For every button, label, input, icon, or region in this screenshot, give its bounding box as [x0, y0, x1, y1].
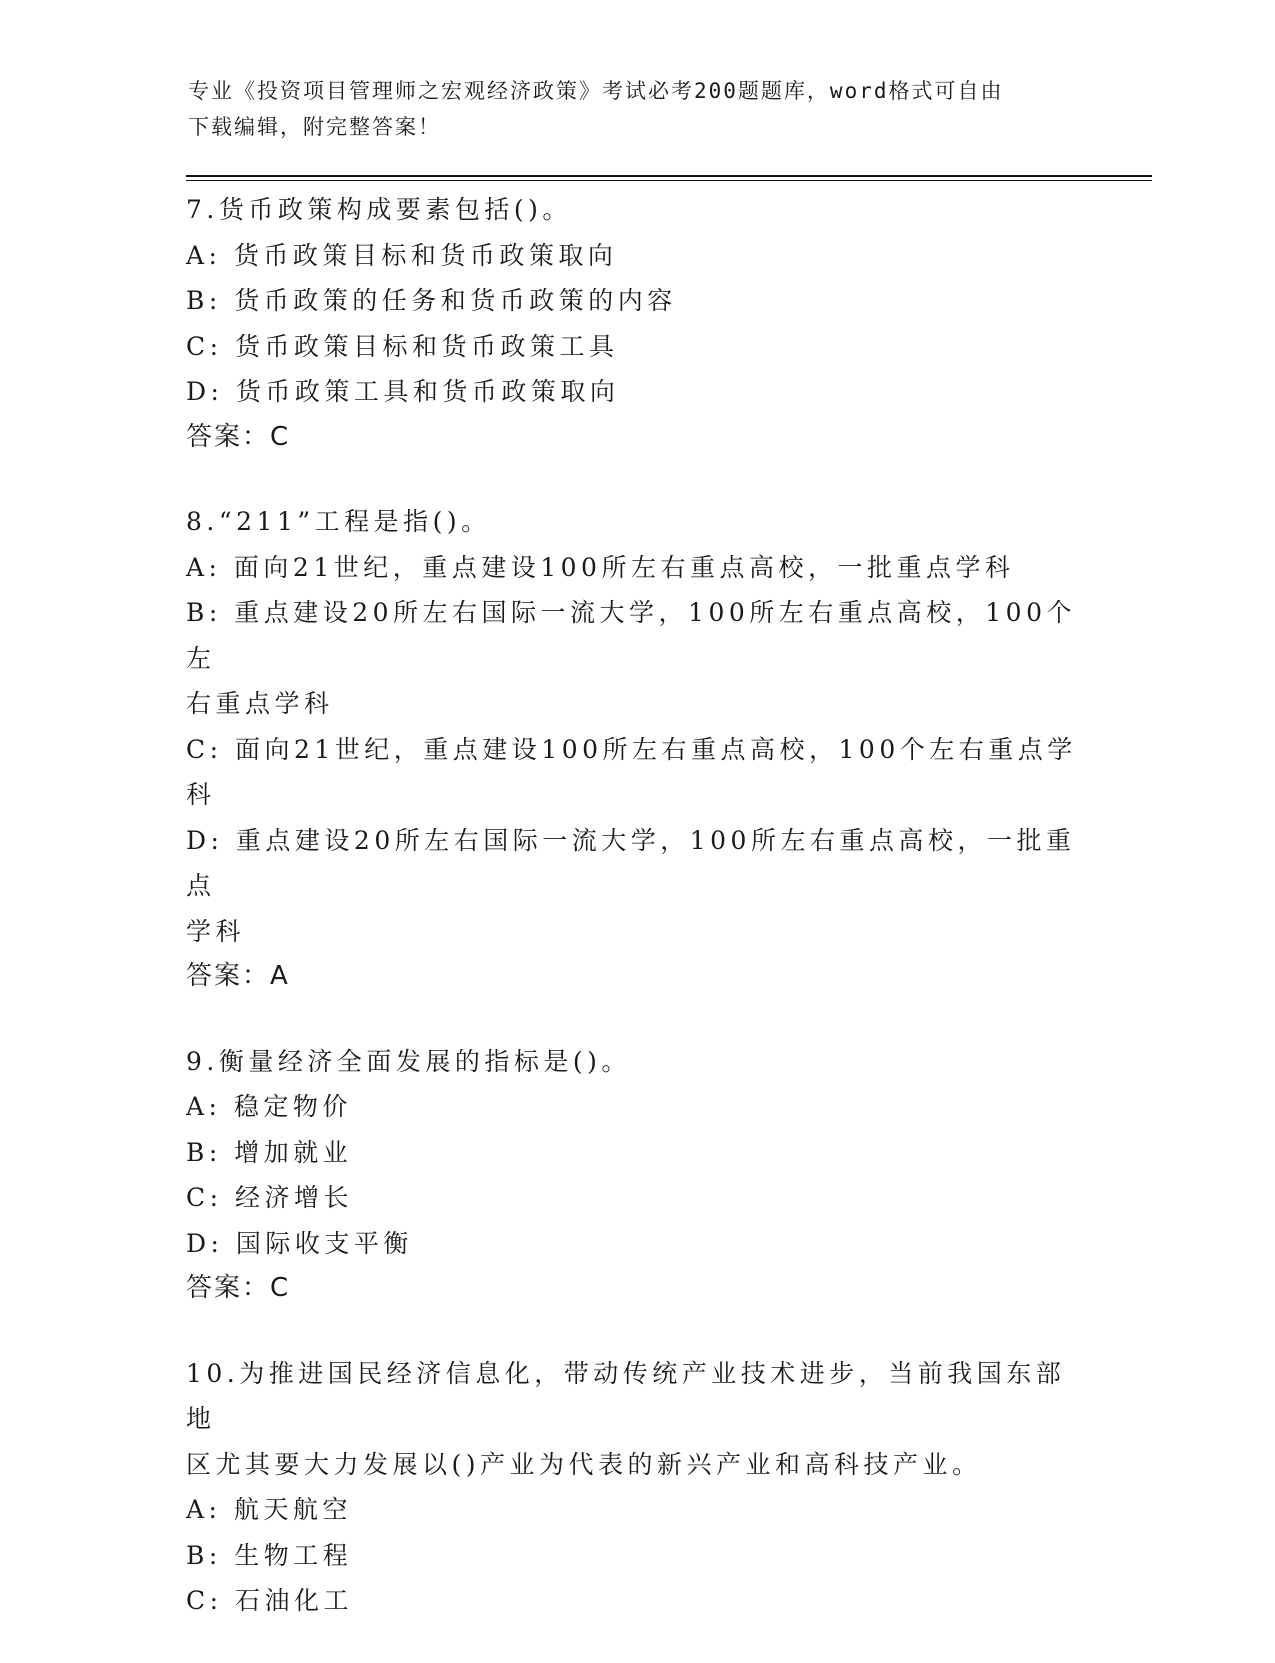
option-line: C: 货币政策目标和货币政策工具 — [186, 331, 619, 361]
header-line-2: 下载编辑，附完整答案！ — [188, 115, 441, 139]
question-stem: 7.货币政策构成要素包括()。 — [186, 195, 572, 224]
question-block — [186, 1039, 1086, 1312]
header-line-1: 专业《投资项目管理师之宏观经济政策》考试必考200题题库，word格式可自由 — [188, 79, 1004, 103]
option-line: B: 货币政策的任务和货币政策的内容 — [186, 286, 677, 315]
option-line: C: 经济增长 — [186, 1183, 353, 1212]
question-block — [186, 499, 1086, 1000]
option-line: A: 航天航空 — [186, 1495, 352, 1524]
question-block — [186, 187, 1086, 460]
option-line: D: 重点建设20所左右国际一流大学，100所左右重点高校，一批重点 — [186, 825, 1076, 900]
option-line: C: 石油化工 — [186, 1586, 353, 1615]
question-block — [186, 1351, 1086, 1624]
option-line: A: 稳定物价 — [186, 1092, 352, 1121]
answer-line: 答案：A — [186, 961, 290, 991]
document-header — [188, 73, 1068, 145]
option-line: D: 货币政策工具和货币政策取向 — [186, 377, 620, 406]
header-rule-thick — [186, 175, 1152, 177]
answer-line: 答案：C — [186, 421, 291, 452]
option-line: A: 货币政策目标和货币政策取向 — [186, 240, 618, 270]
option-line: A: 面向21世纪，重点建设100所左右重点高校，一批重点学科 — [186, 552, 1015, 582]
option-line: B: 增加就业 — [186, 1137, 353, 1167]
option-line: B: 生物工程 — [186, 1540, 353, 1570]
option-line: 学科 — [186, 916, 246, 946]
question-stem: 8.“211”工程是指()。 — [186, 507, 491, 536]
answer-line: 答案：C — [186, 1273, 291, 1303]
option-line: C: 面向21世纪，重点建设100所左右重点高校，100个左右重点学科 — [186, 734, 1077, 809]
question-list — [186, 187, 1086, 1663]
option-line: B: 重点建设20所左右国际一流大学，100所左右重点高校，100个左 — [186, 598, 1076, 673]
option-line: D: 国际收支平衡 — [186, 1228, 413, 1258]
header-rule-thin — [186, 180, 1152, 181]
question-stem: 区尤其要大力发展以()产业为代表的新兴产业和高科技产业。 — [186, 1449, 982, 1479]
option-line: 右重点学科 — [186, 689, 334, 718]
question-stem: 9.衡量经济全面发展的指标是()。 — [186, 1046, 631, 1076]
question-stem: 10.为推进国民经济信息化，带动传统产业技术进步，当前我国东部地 — [186, 1358, 1066, 1433]
